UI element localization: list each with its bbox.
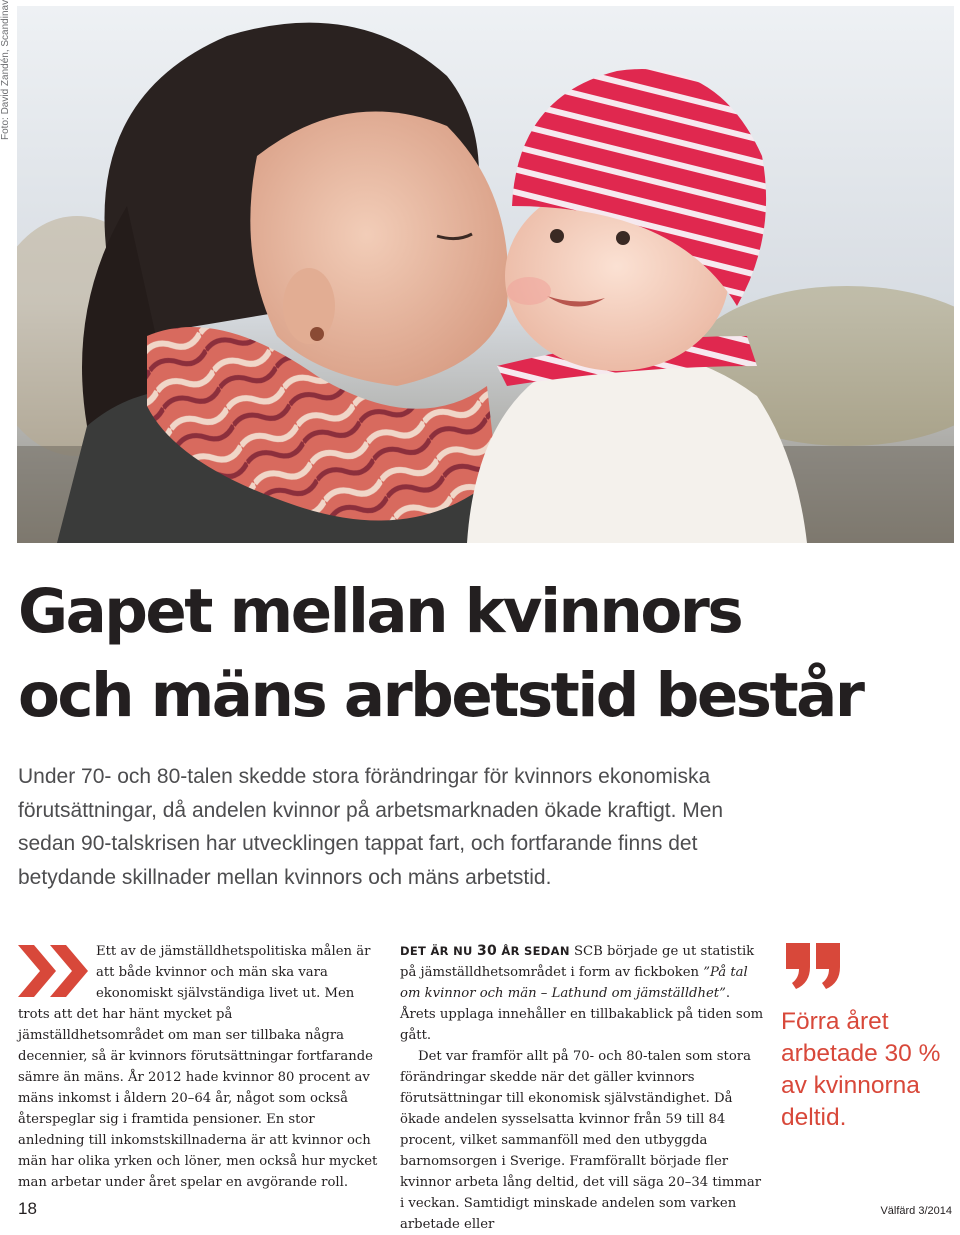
body-column-1 — [18, 941, 378, 1193]
book-title: ”På tal om kvinnor och män – Lathund om jämställdhet” — [400, 965, 748, 1001]
body-paragraph: Ett av de jämställdhetspolitiska målen är att både kvinnor och män ska vara ekonomiskt självständiga livet ut. Men trots att det har hänt mycket på jämställdhetsområdet om man ser tillbaka några decennier, så är kvinnors förutsättningar fortfarande sämre än mäns. År 2012 hade kvinnor 80 procent av mäns inkomst i åldern 20–64 år, något som också återspeglar sig i framtida pensioner. En stor anledning till inkomstskillnaderna är att kvinnor och män har olika yrken och löner, men också hur mycket man arbetar under året spelar en avgörande roll. — [18, 944, 378, 1190]
pull-quote: Förra året arbetade 30 % av kvinnorna deltid. — [781, 1008, 941, 1131]
close-quote-icon — [784, 941, 844, 991]
photo-mother-kissing-baby — [17, 6, 954, 543]
run-in-heading: DET ÄR NU 30 ÅR SEDAN — [400, 943, 570, 959]
lead-paragraph: Under 70- och 80-talen skedde stora förändringar för kvinnors ekonomiska förutsättningar, då andelen kvinnor på arbetsmarknaden ökade kraftigt. Men sedan 90-talskrisen har utvecklingen tappat fart, och fortfarande finns det betydande skillnader mellan kvinnors och mäns arbetstid. — [18, 765, 724, 889]
body-paragraph: Det var framför allt på 70- och 80-talen som stora förändringar skedde när det gäller kvinnors förutsättningar till ekonomisk självständighet. Då ökade andelen sysselsatta kvinnor från 59 till 84 procent, vilket sammanföll med den utbyggda barnomsorgen i Sverige. Framförallt började fler kvinnor arbeta lång deltid, det vill säga 20–34 timmar i veckan. Samtidigt minskade andelen som varken arbetade eller — [400, 1049, 762, 1232]
headline-line-2: och mäns arbetstid består — [18, 660, 863, 731]
page-number: 18 — [18, 1199, 37, 1218]
headline-line-1: Gapet mellan kvinnors — [18, 576, 742, 647]
issue-label: Välfärd 3/2014 — [880, 1205, 952, 1217]
headline — [18, 570, 948, 738]
body-column-2 — [400, 941, 765, 1235]
body-paragraph: DET ÄR NU 30 ÅR SEDAN SCB började ge ut statistik på jämställdhetsområdet i form av fickboken ”På tal om kvinnor och män – Lathund om jämställdhet”. Årets upplaga innehåller en tillbakablick på tiden som gått. — [400, 943, 764, 1043]
open-quote-icon — [16, 941, 90, 1001]
photo-credit: Foto: David Zandén, Scandinav — [0, 0, 11, 141]
